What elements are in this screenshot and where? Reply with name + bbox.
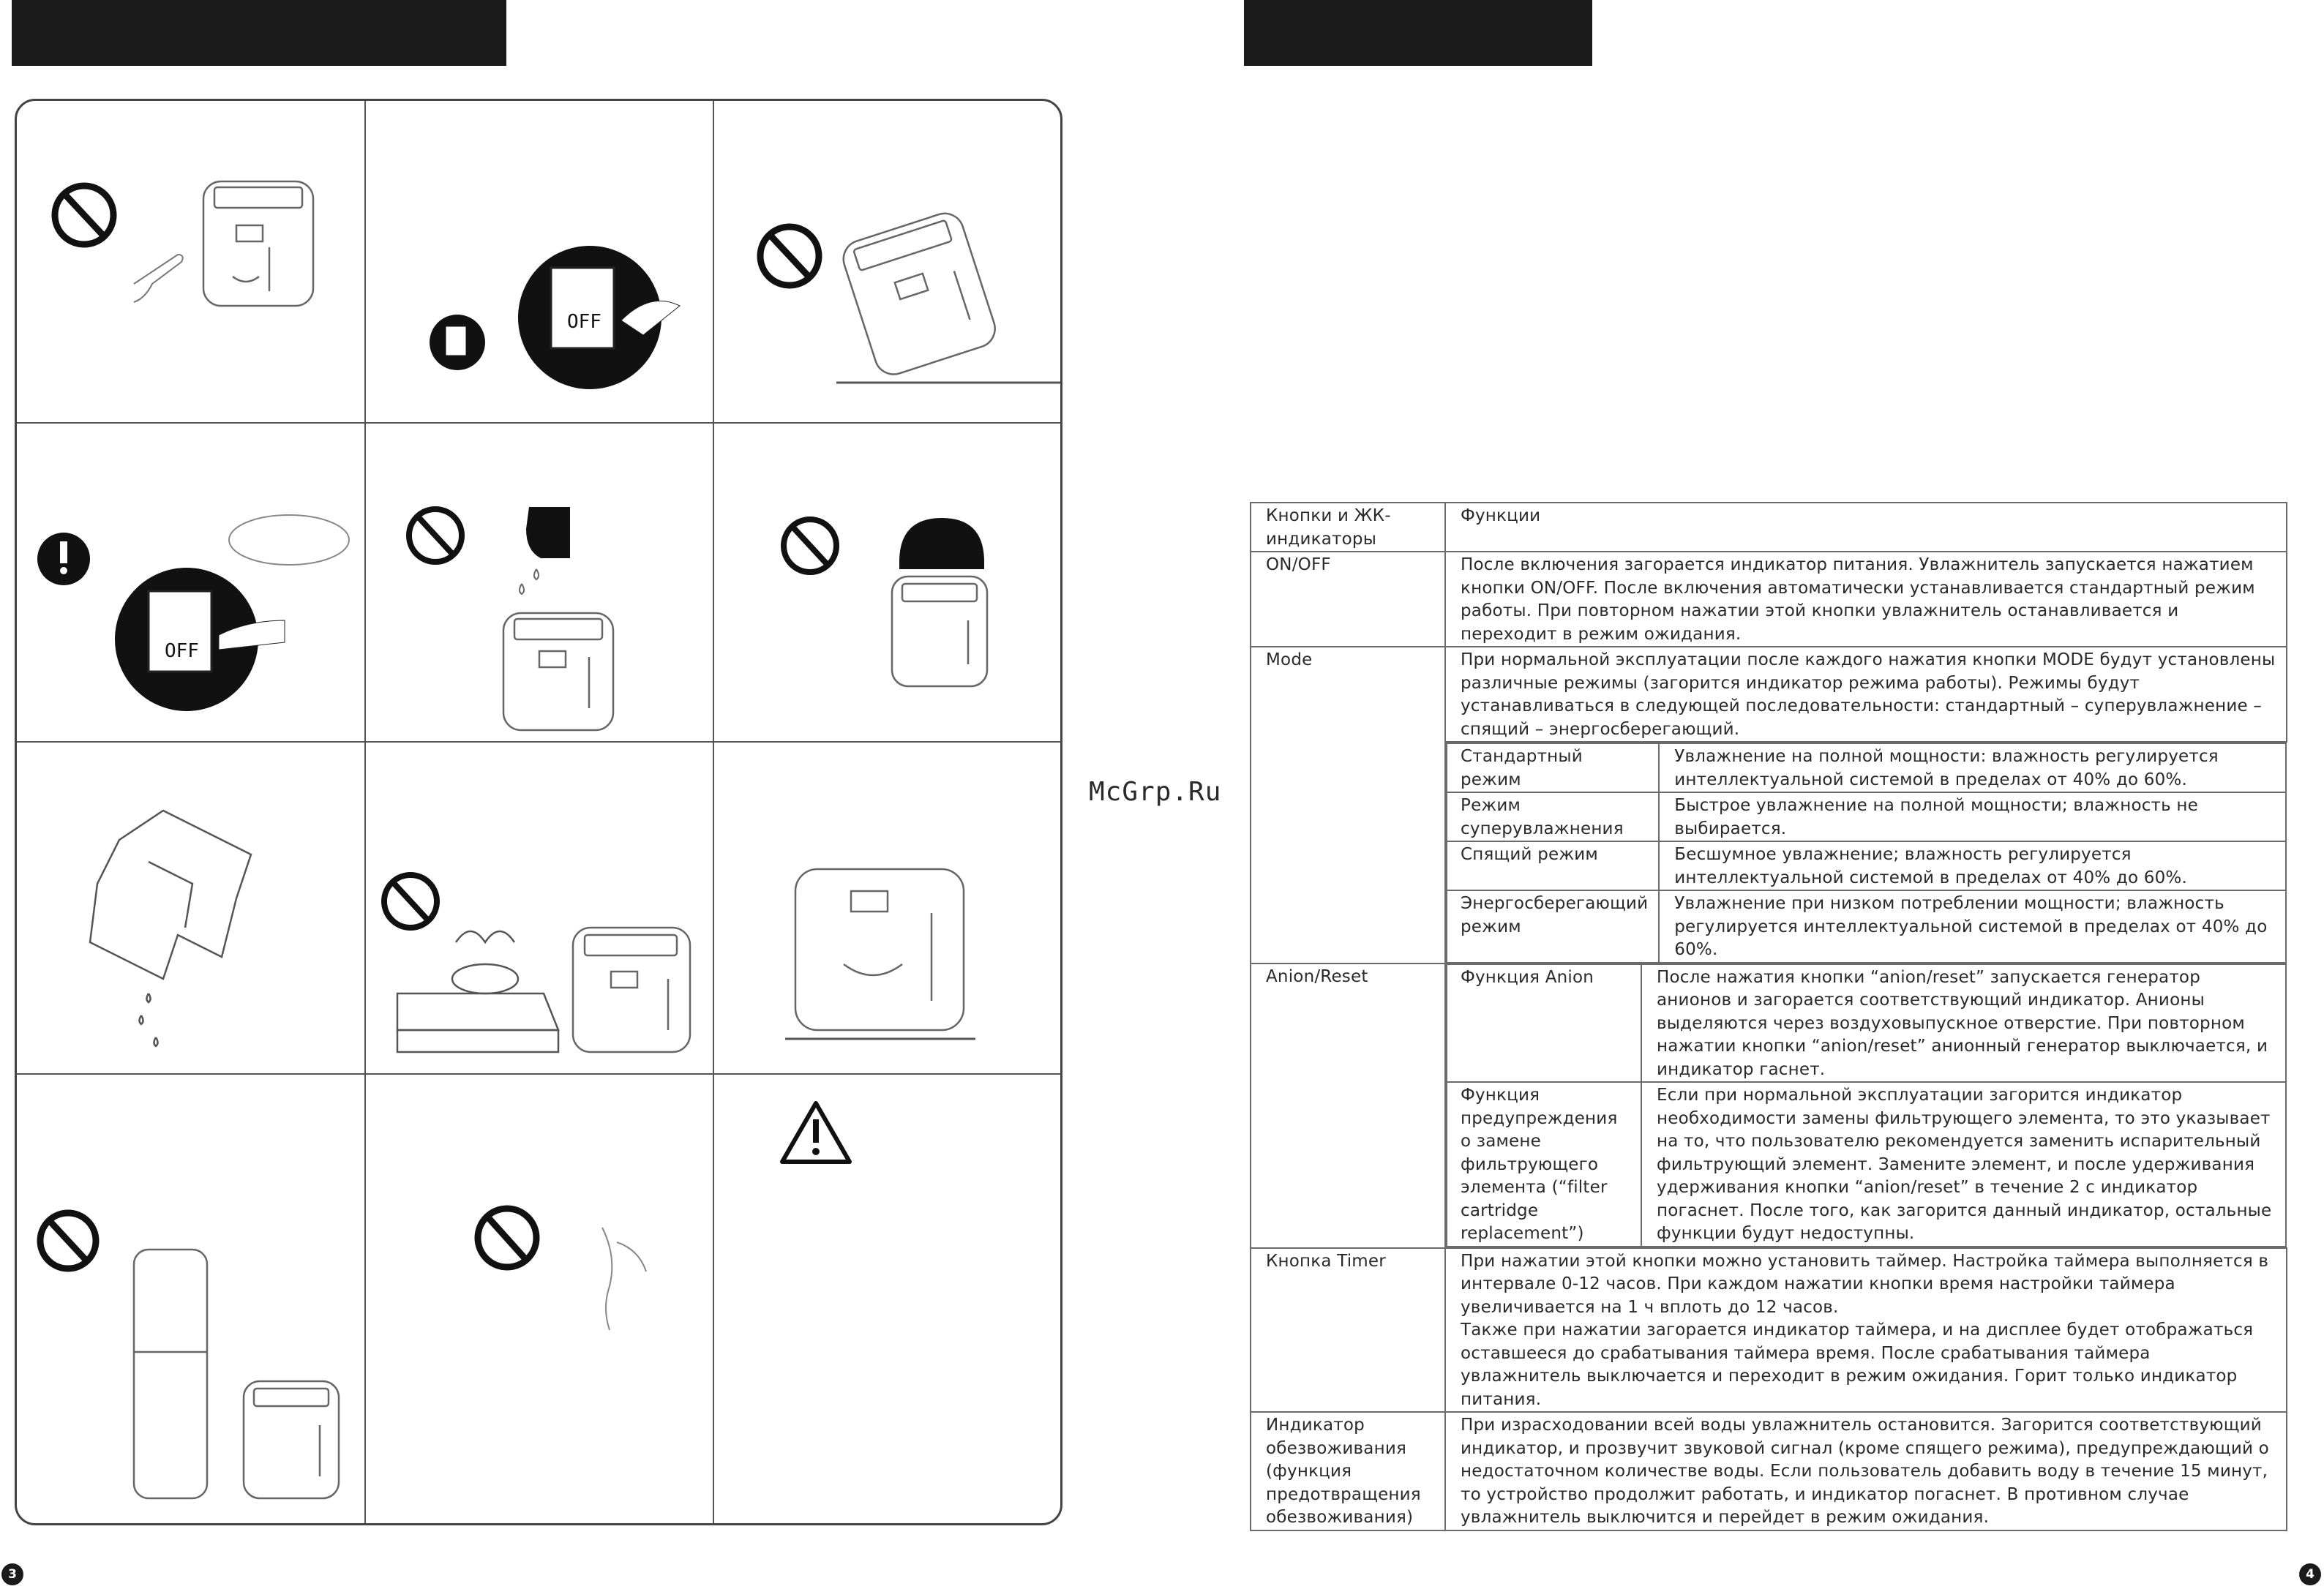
page-number-left: 3 [1, 1563, 23, 1585]
water-jug-icon [526, 507, 570, 558]
humidifier-illustration [892, 576, 987, 686]
row-dehydration [1251, 1412, 2287, 1530]
sub-row [1447, 890, 2286, 963]
row-timer [1251, 1248, 2287, 1413]
sub-name: Энергосберегающий режим [1447, 890, 1659, 963]
sub-desc: Быстрое увлажнение на полной мощности; влажность не выбирается. [1659, 792, 2286, 841]
cell-prohibited-tilt [760, 209, 1062, 383]
off-label: OFF [165, 640, 199, 662]
sub-row [1447, 1082, 2286, 1247]
sub-desc: Бесшумное увлажнение; влажность регулируется интеллектуальной системой в пределах от 40% до 60%. [1659, 841, 2286, 890]
sub-desc: Если при нормальной эксплуатации загорится индикатор необходимости замены фильтрующего элемента, то это указывает на то, что пользователю рекомендуется заменить испарительный фильтрующий элемент. Замените элемент, и после удерживания удерживания кнопки “anion/reset” в течение 2 с индикатор погаснет. После того, как загорится данный индикатор, остальные функции будут недоступны. [1641, 1082, 2286, 1247]
table-header-row [1251, 503, 2287, 552]
cell-prohibited-cord [478, 1209, 646, 1330]
row-label: Индикатор обезвоживания (функция предотвращения обезвоживания) [1251, 1412, 1445, 1530]
sub-desc: Увлажнение на полной мощности: влажность регулируется интеллектуальной системой в пределах от 40% до 60%. [1659, 743, 2286, 792]
sub-name: Функция Anion [1447, 964, 1641, 1083]
hand-cord-icon [602, 1228, 646, 1330]
exclamation-icon [37, 533, 90, 585]
row-label: Anion/Reset [1251, 963, 1445, 1248]
cell-prohibited-touch [55, 181, 313, 306]
row-mode [1251, 647, 2287, 742]
sub-row [1447, 792, 2286, 841]
row-desc: При нормальной эксплуатации после каждого нажатия кнопки MODE будут установлены различные режимы (загорится индикатор режима работы). Режимы будут устанавливаться в следующей последовательности: стандартный – суперувлажнение – спящий – энергосберегающий. [1445, 647, 2287, 742]
stove-illustration [397, 931, 558, 1052]
safety-illustrations-panel [15, 99, 1062, 1525]
cell-flat-surface [785, 869, 975, 1039]
functions-table [1250, 502, 2287, 1531]
cover-icon [899, 518, 984, 562]
header-bar-left [12, 0, 506, 66]
mode-sub-table-cell [1445, 742, 2287, 963]
humidifier-illustration [573, 928, 690, 1052]
sub-row [1447, 743, 2286, 792]
row-label: ON/OFF [1251, 552, 1445, 647]
humidifier-illustration [203, 181, 313, 306]
row-desc: После включения загорается индикатор питания. Увлажнитель запускается нажатием кнопки ON/OFF. После включения автоматически устанавливается стандартный режим работы. При повторном нажатии этой кнопки увлажнитель останавливается и переходит в режим ожидания. [1445, 552, 2287, 647]
sub-name: Спящий режим [1447, 841, 1659, 890]
row-anion [1251, 963, 2287, 1248]
sub-name: Функция предупреждения о замене фильтрующего элемента (“filter cartridge replacement”) [1447, 1082, 1641, 1247]
watermark: McGrp.Ru [1089, 777, 1222, 807]
prohibited-icon [40, 1213, 96, 1269]
cell-switch-off [430, 246, 680, 389]
timer-paragraph-1: При нажатии этой кнопки можно установить таймер. Настройка таймера выполняется в интервале 0-12 часов. При каждом нажатии кнопки время настройки таймера увеличивается на 1 ч вплоть до 12 часов. [1461, 1251, 2269, 1317]
prohibited-icon [384, 875, 437, 928]
prohibited-icon [760, 227, 819, 285]
row-label: Mode [1251, 647, 1445, 963]
speech-bubble [229, 515, 349, 565]
cell-prohibited-pouring [409, 507, 613, 730]
cabinet-illustration [134, 1250, 207, 1498]
sub-name: Стандартный режим [1447, 743, 1659, 792]
sub-name: Режим суперувлажнения [1447, 792, 1659, 841]
prohibited-icon [784, 519, 836, 572]
water-drops [140, 993, 158, 1046]
off-label: OFF [567, 311, 601, 333]
header-bar-right [1244, 0, 1592, 66]
row-desc: При израсходовании всей воды увлажнитель остановится. Загорится соответствующий индикатор, и прозвучит звуковой сигнал (кроме спящего режима), предупреждающий о недостаточном количестве воды. Если пользователь добавить воду в течение 15 минут, то устройство продолжит работать, и индикатор погаснет. В противном случае увлажнитель выключится и перейдет в режим ожидания. [1445, 1412, 2287, 1530]
humidifier-illustration [244, 1381, 339, 1498]
sub-row [1447, 964, 2286, 1083]
anion-sub-table-cell [1445, 963, 2287, 1248]
warning-triangle-icon [782, 1103, 850, 1162]
prohibited-icon [409, 509, 462, 562]
cell-prohibited-heat [384, 875, 690, 1052]
sub-desc: После нажатия кнопки “anion/reset” запускается генератор анионов и загорается соответствующий индикатор. Анионы выделяются через воздуховыпускное отверстие. При повторном нажатии кнопки “anion/reset” анионный генератор выключается, и индикатор гаснет. [1641, 964, 2286, 1083]
cell-water-tank [90, 811, 251, 1046]
cell-prohibited-cover [784, 518, 987, 686]
prohibited-icon [55, 186, 113, 244]
row-desc [1445, 1248, 2287, 1413]
sub-desc: Увлажнение при низком потреблении мощности; влажность регулируется интеллектуальной системой в пределах от 40% до 60%. [1659, 890, 2286, 963]
header-functions: Функции [1445, 503, 2287, 552]
humidifier-illustration [503, 613, 613, 730]
header-buttons: Кнопки и ЖК-индикаторы [1251, 503, 1445, 552]
anion-sub-table [1446, 963, 2287, 1247]
sub-row [1447, 841, 2286, 890]
row-onoff [1251, 552, 2287, 647]
cell-prohibited-furniture [40, 1213, 339, 1498]
timer-paragraph-2: Также при нажатии загорается индикатор таймера, и на дисплее будет отображаться оставшееся до срабатывания таймера время. После срабатывания таймера увлажнитель выключается и переходит в режим ожидания. Горит только индикатор питания. [1461, 1321, 2254, 1409]
row-label: Кнопка Timer [1251, 1248, 1445, 1413]
tilted-humidifier [839, 209, 1000, 379]
prohibited-icon [478, 1209, 536, 1267]
page-number-right: 4 [2299, 1563, 2321, 1585]
mode-sub-table [1446, 743, 2287, 963]
hand-icon [134, 255, 183, 302]
cell-mandatory-switch-off [37, 515, 349, 711]
